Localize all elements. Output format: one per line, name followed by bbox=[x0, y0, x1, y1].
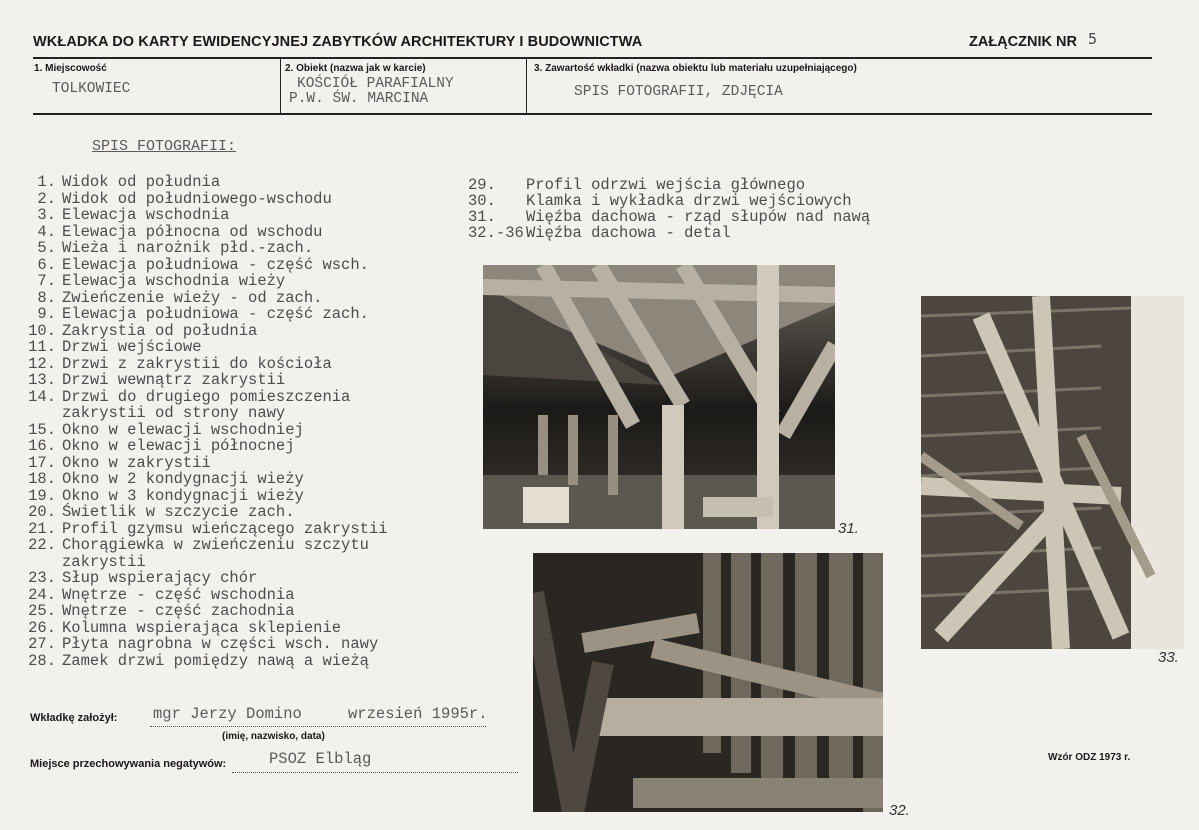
photo-list-item bbox=[20, 521, 460, 538]
founder-line bbox=[150, 726, 486, 727]
photo-list-item bbox=[20, 570, 460, 587]
annex-label: ZAŁĄCZNIK NR bbox=[969, 34, 1077, 50]
photo-list-number: 16. bbox=[28, 437, 56, 455]
photo-list-number bbox=[20, 554, 62, 571]
photo-list-text: Drzwi wejściowe bbox=[62, 338, 202, 356]
photo-list-text: Wnętrze - część wschodnia bbox=[62, 585, 295, 604]
photo-list-number: 11. bbox=[28, 338, 56, 356]
photo-list-text: zakrystii bbox=[62, 552, 146, 571]
photo-list-text: Wnętrze - część zachodnia bbox=[62, 602, 295, 620]
photo-list-number: 10. bbox=[28, 321, 56, 340]
photo-list-item bbox=[20, 488, 460, 505]
photo-list-text: Słup wspierający chór bbox=[62, 569, 258, 587]
photo-list-text: Okno w 3 kondygnacji wieży bbox=[62, 486, 304, 505]
photo-list-item bbox=[20, 174, 460, 191]
photo-list-number: 30. bbox=[468, 192, 496, 210]
photo-list-item bbox=[20, 504, 460, 521]
header-rule-top bbox=[33, 57, 1152, 59]
photo-list-item bbox=[20, 257, 460, 274]
photo-list-text: zakrystii od strony nawy bbox=[62, 404, 286, 422]
photo-list-text: Elewacja północna od wschodu bbox=[62, 222, 323, 241]
photo-list-item bbox=[20, 422, 460, 439]
photo-list-number: 3. bbox=[37, 206, 56, 224]
object-label: 2. Obiekt (nazwa jak w karcie) bbox=[285, 63, 426, 74]
photo-list-text: Płyta nagrobna w części wsch. nawy bbox=[62, 635, 379, 653]
photo-list-number: 28. bbox=[28, 651, 56, 670]
photo-list-text: Zwieńczenie wieży - od zach. bbox=[62, 288, 323, 307]
photo-list-text: Drzwi z zakrystii do kościoła bbox=[62, 354, 332, 373]
photo-list-text: Świetlik w szczycie zach. bbox=[62, 503, 295, 521]
photo-list-text: Elewacja wschodnia bbox=[62, 206, 230, 224]
photo-list-item bbox=[20, 273, 460, 290]
photo-list-text: Chorągiewka w zwieńczeniu szczytu bbox=[62, 536, 369, 554]
photo-list-item bbox=[20, 356, 460, 373]
negatives-label: Miejsce przechowywania negatywów: bbox=[30, 758, 227, 770]
photo-list-number: 15. bbox=[28, 420, 56, 439]
photo-list-text: Elewacja wschodnia wieży bbox=[62, 272, 286, 290]
photo-list-text: Widok od południowego-wschodu bbox=[62, 189, 332, 208]
photo-list-number: 5. bbox=[37, 239, 56, 257]
photo-list-number: 29. bbox=[468, 176, 496, 194]
photo-list-item bbox=[20, 372, 460, 389]
photo-list-item bbox=[20, 554, 460, 571]
object-value-line1: KOŚCIÓŁ PARAFIALNY bbox=[297, 76, 454, 92]
photo-list-item bbox=[468, 209, 928, 225]
photo-list-text: Wieża i narożnik płd.-zach. bbox=[62, 239, 314, 257]
photo-list-item bbox=[20, 191, 460, 208]
photo-list-number: 24. bbox=[28, 585, 56, 604]
photo-list-text: Więźba dachowa - rząd słupów nad nawą bbox=[526, 208, 871, 226]
photo-list-right bbox=[468, 177, 928, 241]
founder-date: wrzesień 1995r. bbox=[348, 705, 488, 723]
photo-list-number: 25. bbox=[28, 602, 56, 620]
photo-list-item bbox=[20, 455, 460, 472]
photo-list-number: 22. bbox=[28, 536, 56, 554]
photo-list-text: Okno w 2 kondygnacji wieży bbox=[62, 470, 304, 488]
negatives-line bbox=[232, 772, 518, 773]
photo-list-text: Profil odrzwi wejścia głównego bbox=[526, 176, 806, 194]
field-divider-2 bbox=[526, 59, 527, 114]
photo-list-text: Drzwi do drugiego pomieszczenia bbox=[62, 387, 351, 406]
photo-list-item bbox=[20, 240, 460, 257]
photo-list-item bbox=[20, 339, 460, 356]
photo-33-number: 33. bbox=[1158, 649, 1179, 666]
photo-list-number: 20. bbox=[28, 503, 56, 521]
photo-list-number bbox=[20, 405, 62, 422]
photo-list-number: 23. bbox=[28, 569, 56, 587]
place-label: 1. Miejscowość bbox=[34, 63, 107, 74]
photo-list-number: 12. bbox=[28, 354, 56, 373]
photo-list-number: 13. bbox=[28, 371, 56, 389]
photo-list-left bbox=[20, 174, 460, 669]
photo-32-roof-truss bbox=[533, 553, 883, 812]
photo-list-text: Więźba dachowa - detal bbox=[526, 224, 731, 242]
photo-list-item bbox=[20, 603, 460, 620]
photo-31-number: 31. bbox=[838, 520, 859, 537]
photo-list-number: 9. bbox=[37, 305, 56, 323]
photo-list-item bbox=[20, 636, 460, 653]
photo-list-item bbox=[20, 389, 460, 406]
photo-list-number: 8. bbox=[37, 288, 56, 307]
photo-list-number: 26. bbox=[28, 618, 56, 637]
content-value: SPIS FOTOGRAFII, ZDJĘCIA bbox=[574, 84, 783, 100]
photo-list-text: Drzwi wewnątrz zakrystii bbox=[62, 371, 286, 389]
photo-list-text: Okno w elewacji północnej bbox=[62, 437, 295, 455]
annex-number: 5 bbox=[1088, 30, 1098, 48]
photo-list-item bbox=[20, 620, 460, 637]
photo-list-number: 21. bbox=[28, 519, 56, 538]
photo-list-item bbox=[20, 207, 460, 224]
content-label: 3. Zawartość wkładki (nazwa obiektu lub materiału uzupełniającego) bbox=[534, 63, 857, 74]
photo-list-number: 27. bbox=[28, 635, 56, 653]
photo-list-number: 32.-36. bbox=[468, 224, 534, 242]
photo-33-roof-truss bbox=[921, 296, 1184, 649]
photo-list-item bbox=[468, 193, 928, 209]
photo-list-item bbox=[20, 587, 460, 604]
photo-list-text: Kolumna wspierająca sklepienie bbox=[62, 618, 342, 637]
field-divider-1 bbox=[280, 59, 281, 114]
photo-list-number: 2. bbox=[37, 189, 56, 208]
photo-list-text: Widok od południa bbox=[62, 173, 221, 191]
photo-list-text: Klamka i wykładka drzwi wejściowych bbox=[526, 192, 852, 210]
photo-list-text: Zamek drzwi pomiędzy nawą a wieżą bbox=[62, 651, 369, 670]
photo-list-item bbox=[20, 224, 460, 241]
photo-list-number: 31. bbox=[468, 208, 496, 226]
place-value: TOLKOWIEC bbox=[52, 81, 131, 97]
founder-label: Wkładkę założył: bbox=[30, 712, 118, 724]
photo-list-item bbox=[20, 537, 460, 554]
photo-list-number: 7. bbox=[37, 272, 56, 290]
document-title: WKŁADKA DO KARTY EWIDENCYJNEJ ZABYTKÓW ARCHITEKTURY I BUDOWNICTWA bbox=[33, 34, 643, 50]
photo-list-number: 1. bbox=[37, 173, 56, 191]
negatives-value: PSOZ Elbląg bbox=[269, 750, 372, 768]
photo-32-number: 32. bbox=[889, 802, 910, 819]
photo-list-number: 18. bbox=[28, 470, 56, 488]
list-title: SPIS FOTOGRAFII: bbox=[92, 138, 237, 155]
photo-list-text: Okno w elewacji wschodniej bbox=[62, 420, 304, 439]
photo-list-number: 6. bbox=[37, 255, 56, 274]
photo-31-roof-truss bbox=[483, 265, 835, 529]
photo-list-number: 4. bbox=[37, 222, 56, 241]
photo-list-text: Elewacja południowa - część zach. bbox=[62, 305, 369, 323]
photo-list-number: 19. bbox=[28, 486, 56, 505]
photo-list-item bbox=[20, 653, 460, 670]
photo-list-text: Zakrystia od południa bbox=[62, 321, 258, 340]
photo-list-item bbox=[20, 405, 460, 422]
photo-list-item bbox=[468, 177, 928, 193]
photo-list-item bbox=[468, 225, 928, 241]
photo-list-number: 14. bbox=[28, 387, 56, 406]
form-model: Wzór ODZ 1973 r. bbox=[1048, 752, 1131, 763]
photo-list-number: 17. bbox=[28, 453, 56, 472]
photo-list-text: Okno w zakrystii bbox=[62, 453, 211, 472]
header-rule-bottom bbox=[33, 113, 1152, 115]
photo-list-text: Elewacja południowa - część wsch. bbox=[62, 255, 369, 274]
photo-list-item bbox=[20, 290, 460, 307]
photo-list-text: Profil gzymsu wieńczącego zakrystii bbox=[62, 519, 388, 538]
photo-list-item bbox=[20, 306, 460, 323]
founder-name: mgr Jerzy Domino bbox=[153, 705, 302, 723]
photo-list-item bbox=[20, 471, 460, 488]
founder-hint: (imię, nazwisko, data) bbox=[222, 731, 325, 742]
photo-list-item bbox=[20, 438, 460, 455]
object-value-line2: P.W. ŚW. MARCINA bbox=[289, 91, 429, 107]
photo-list-item bbox=[20, 323, 460, 340]
